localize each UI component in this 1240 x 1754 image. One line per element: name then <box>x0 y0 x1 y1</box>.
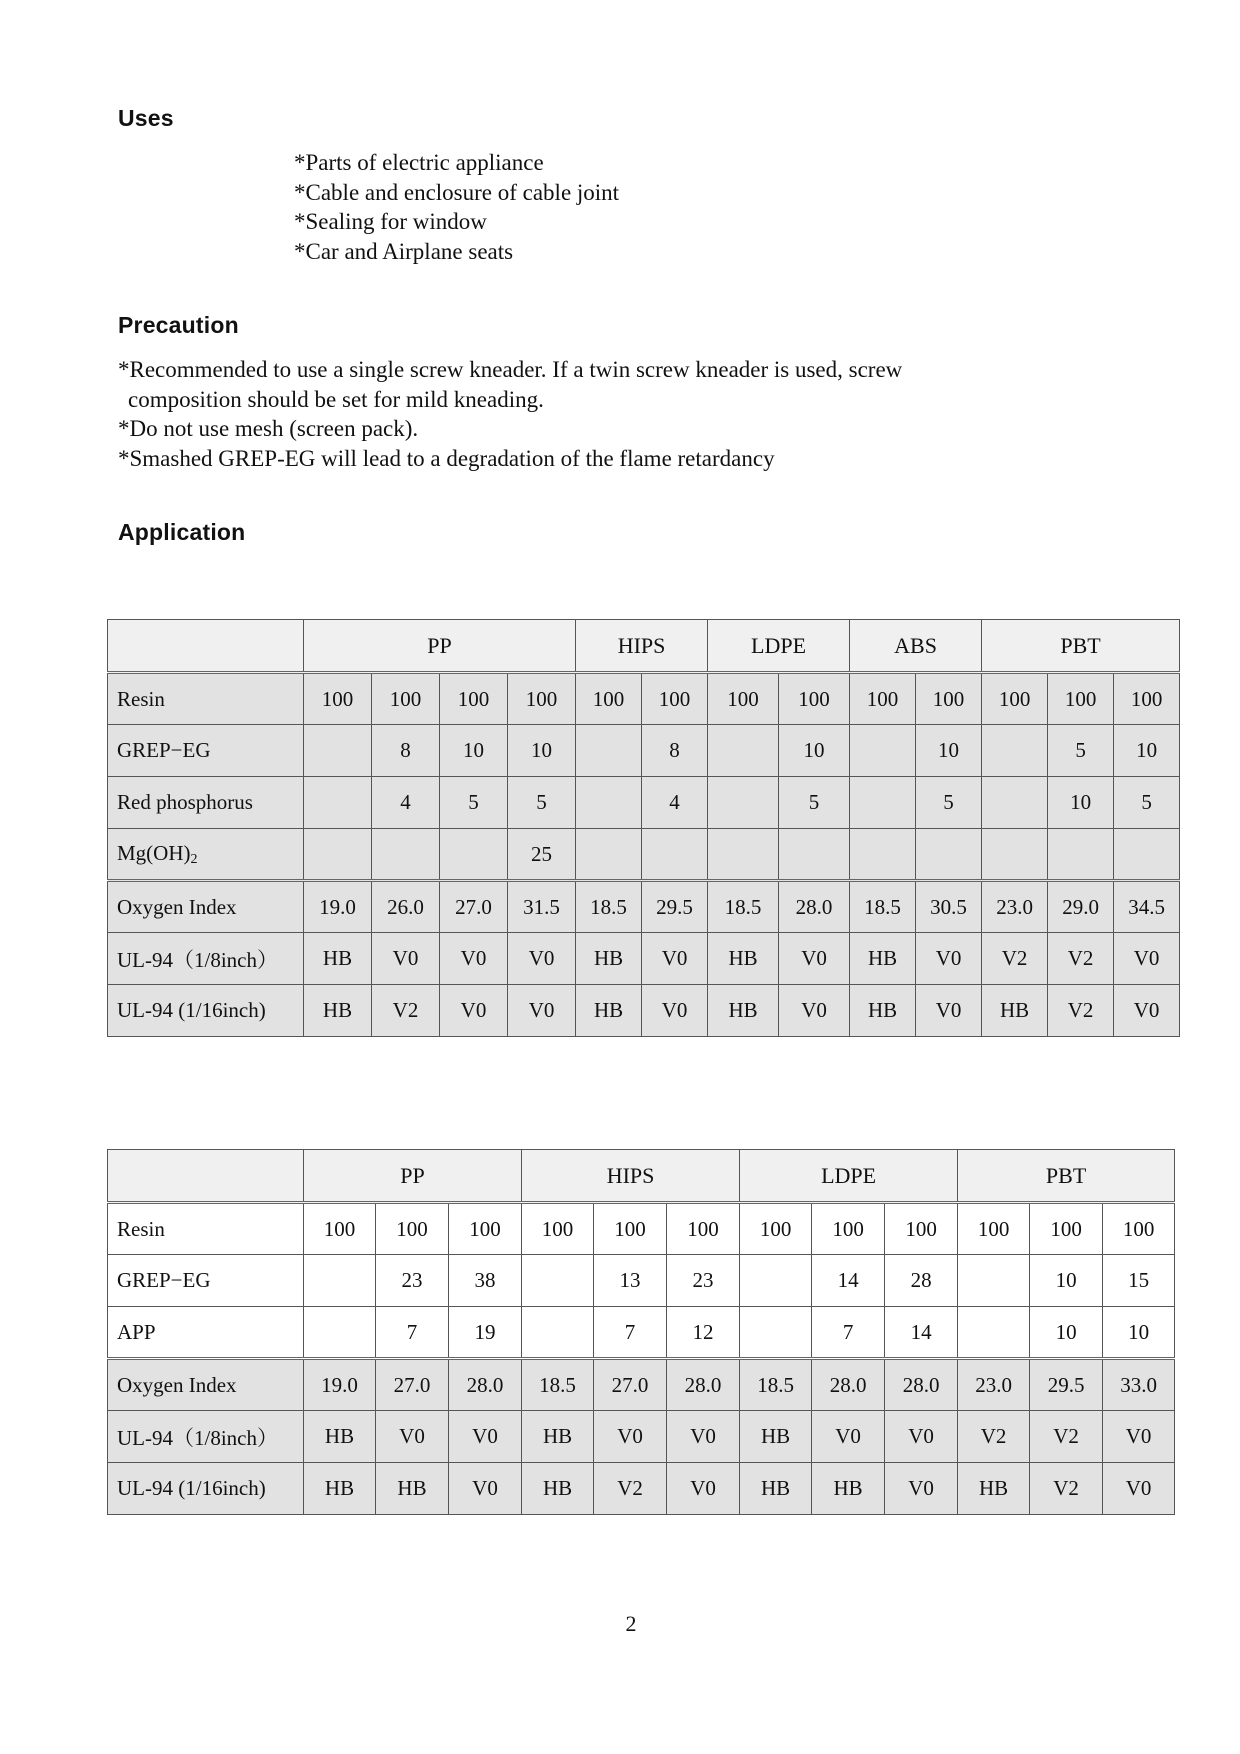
table-row <box>108 725 1180 777</box>
table-cell: HB <box>304 985 372 1037</box>
table-cell: V0 <box>508 933 576 985</box>
table-cell: V0 <box>440 933 508 985</box>
uses-list <box>294 148 619 266</box>
group-header: PBT <box>958 1150 1175 1203</box>
table-cell: 31.5 <box>508 881 576 933</box>
table-cell: 29.5 <box>1030 1359 1103 1411</box>
table-cell: V0 <box>449 1411 522 1463</box>
table-cell: HB <box>576 985 642 1037</box>
table-cell: V0 <box>642 933 708 985</box>
table-cell: 100 <box>779 673 850 725</box>
table-cell: 18.5 <box>576 881 642 933</box>
header-corner-cell <box>108 1150 304 1203</box>
table-cell: HB <box>522 1411 594 1463</box>
table-cell: 27.0 <box>440 881 508 933</box>
table-cell: V0 <box>885 1411 958 1463</box>
table-cell: V0 <box>779 985 850 1037</box>
precaution-item: *Smashed GREP-EG will lead to a degradation of the flame retardancy <box>118 445 775 471</box>
table-cell: 7 <box>376 1307 449 1359</box>
precaution-item-continuation: composition should be set for mild kneading. <box>128 386 544 412</box>
group-header: LDPE <box>708 620 850 673</box>
precaution-item: *Do not use mesh (screen pack). <box>118 416 419 441</box>
table-cell: V0 <box>376 1411 449 1463</box>
table-cell: 38 <box>449 1255 522 1307</box>
uses-item: *Parts of electric appliance <box>294 150 544 175</box>
table-cell: 100 <box>304 673 372 725</box>
table-cell: 28.0 <box>667 1359 740 1411</box>
table-cell: 5 <box>508 777 576 829</box>
table-cell: 100 <box>740 1203 812 1255</box>
precaution-list <box>118 355 902 473</box>
table-cell: 7 <box>594 1307 667 1359</box>
row-label: GREP−EG <box>108 725 304 777</box>
table-cell: 5 <box>440 777 508 829</box>
table-row <box>108 1255 1175 1307</box>
table-cell: 19.0 <box>304 1359 376 1411</box>
table-row <box>108 933 1180 985</box>
table-cell <box>779 829 850 881</box>
table-cell: 4 <box>372 777 440 829</box>
table-cell: V0 <box>812 1411 885 1463</box>
table-row <box>108 1463 1175 1515</box>
table-row <box>108 1359 1175 1411</box>
table-cell: 29.0 <box>1048 881 1114 933</box>
table-cell: 10 <box>779 725 850 777</box>
table-cell <box>982 777 1048 829</box>
table-cell: V0 <box>594 1411 667 1463</box>
table-cell: HB <box>982 985 1048 1037</box>
table-cell: HB <box>740 1411 812 1463</box>
table-cell: HB <box>812 1463 885 1515</box>
table-cell <box>850 725 916 777</box>
table-cell <box>740 1307 812 1359</box>
table-cell <box>304 777 372 829</box>
table-cell: 5 <box>916 777 982 829</box>
table-cell: 100 <box>1114 673 1180 725</box>
table-cell: 100 <box>304 1203 376 1255</box>
row-label: GREP−EG <box>108 1255 304 1307</box>
table-cell <box>708 725 779 777</box>
table-cell <box>740 1255 812 1307</box>
row-label-subscript: 2 <box>190 851 198 867</box>
table-cell <box>372 829 440 881</box>
table-cell <box>642 829 708 881</box>
table-cell: 30.5 <box>916 881 982 933</box>
table-cell: 28.0 <box>779 881 850 933</box>
table-cell: HB <box>376 1463 449 1515</box>
table-cell: 4 <box>642 777 708 829</box>
table-cell: 100 <box>522 1203 594 1255</box>
table-cell: 23 <box>376 1255 449 1307</box>
row-label: UL-94（1/8inch） <box>108 933 304 985</box>
table-cell: HB <box>740 1463 812 1515</box>
application-table-2 <box>107 1149 1175 1515</box>
table-cell: V0 <box>1114 933 1180 985</box>
table-cell: HB <box>708 985 779 1037</box>
uses-item: *Car and Airplane seats <box>294 238 514 264</box>
uses-item: *Sealing for window <box>294 209 487 234</box>
table-cell: 5 <box>1114 777 1180 829</box>
table-cell: 5 <box>1048 725 1114 777</box>
table-row <box>108 985 1180 1037</box>
application-heading: Application <box>118 519 246 545</box>
table-cell <box>1048 829 1114 881</box>
table-cell: 100 <box>449 1203 522 1255</box>
table-cell: 100 <box>376 1203 449 1255</box>
table-cell <box>958 1307 1030 1359</box>
table-cell: 8 <box>642 725 708 777</box>
table-cell: V0 <box>916 933 982 985</box>
table-cell <box>850 777 916 829</box>
table-cell: V0 <box>1103 1463 1175 1515</box>
table-cell: 19.0 <box>304 881 372 933</box>
table-cell: 33.0 <box>1103 1359 1175 1411</box>
table-cell: 23 <box>667 1255 740 1307</box>
table-cell: HB <box>304 933 372 985</box>
table-cell: 10 <box>1030 1255 1103 1307</box>
table-cell: 100 <box>1048 673 1114 725</box>
table-cell: 18.5 <box>708 881 779 933</box>
table-cell: V0 <box>779 933 850 985</box>
table-header-row <box>108 1150 1175 1203</box>
table-cell: 12 <box>667 1307 740 1359</box>
table-cell: 27.0 <box>594 1359 667 1411</box>
table-cell: 100 <box>812 1203 885 1255</box>
row-label: Resin <box>108 673 304 725</box>
table-cell: 5 <box>779 777 850 829</box>
table-cell: 10 <box>1048 777 1114 829</box>
group-header: PBT <box>982 620 1180 673</box>
group-header: PP <box>304 1150 522 1203</box>
table-cell: 100 <box>508 673 576 725</box>
table-row <box>108 673 1180 725</box>
table-cell <box>982 829 1048 881</box>
table-cell: V0 <box>642 985 708 1037</box>
group-header: HIPS <box>522 1150 740 1203</box>
table-cell: V2 <box>1048 985 1114 1037</box>
row-label <box>108 829 304 881</box>
group-header: PP <box>304 620 576 673</box>
table-cell <box>304 829 372 881</box>
table-row <box>108 1411 1175 1463</box>
table-cell: 100 <box>1103 1203 1175 1255</box>
table-cell: 10 <box>1030 1307 1103 1359</box>
table-cell: 27.0 <box>376 1359 449 1411</box>
table-cell: V0 <box>440 985 508 1037</box>
table-cell: 10 <box>508 725 576 777</box>
table-cell: 19 <box>449 1307 522 1359</box>
row-label: Resin <box>108 1203 304 1255</box>
table-cell: 100 <box>642 673 708 725</box>
table-cell: 18.5 <box>522 1359 594 1411</box>
table-cell <box>1114 829 1180 881</box>
row-label: Oxygen Index <box>108 881 304 933</box>
table-cell: 14 <box>885 1307 958 1359</box>
precaution-heading: Precaution <box>118 312 239 338</box>
row-label: APP <box>108 1307 304 1359</box>
table-cell <box>576 725 642 777</box>
table-cell: 7 <box>812 1307 885 1359</box>
page-number: 2 <box>625 1611 637 1636</box>
table-cell <box>440 829 508 881</box>
table-cell: 100 <box>982 673 1048 725</box>
table-row <box>108 1203 1175 1255</box>
table-cell: 10 <box>1103 1307 1175 1359</box>
table-cell <box>522 1307 594 1359</box>
table-cell <box>850 829 916 881</box>
table-cell: 100 <box>667 1203 740 1255</box>
table-cell: 25 <box>508 829 576 881</box>
table-header-row <box>108 620 1180 673</box>
table-cell: 28 <box>885 1255 958 1307</box>
table-cell: V0 <box>1114 985 1180 1037</box>
table-cell <box>304 1307 376 1359</box>
table-cell: 100 <box>958 1203 1030 1255</box>
table-cell: 13 <box>594 1255 667 1307</box>
table-cell: V0 <box>372 933 440 985</box>
table-cell: 18.5 <box>740 1359 812 1411</box>
table-cell: 28.0 <box>885 1359 958 1411</box>
table-cell: 15 <box>1103 1255 1175 1307</box>
precaution-item: *Recommended to use a single screw kneader. If a twin screw kneader is used, screw <box>118 357 903 382</box>
table-cell: V2 <box>1030 1411 1103 1463</box>
table-cell <box>708 829 779 881</box>
table-cell <box>958 1255 1030 1307</box>
table-cell: V0 <box>508 985 576 1037</box>
table-cell <box>916 829 982 881</box>
table-cell: V2 <box>1048 933 1114 985</box>
table-cell: HB <box>850 933 916 985</box>
table-cell: HB <box>304 1411 376 1463</box>
table-cell: 100 <box>708 673 779 725</box>
table-cell: 28.0 <box>812 1359 885 1411</box>
table-cell: 28.0 <box>449 1359 522 1411</box>
uses-heading: Uses <box>118 105 174 131</box>
table-cell: V0 <box>667 1463 740 1515</box>
table-cell: V2 <box>982 933 1048 985</box>
table-cell: V0 <box>885 1463 958 1515</box>
table-row <box>108 881 1180 933</box>
row-label: UL-94 (1/16inch) <box>108 1463 304 1515</box>
table-cell: 29.5 <box>642 881 708 933</box>
table-cell: V0 <box>449 1463 522 1515</box>
table-cell: 100 <box>372 673 440 725</box>
table-cell: 10 <box>916 725 982 777</box>
group-header: ABS <box>850 620 982 673</box>
table-cell <box>522 1255 594 1307</box>
row-label: UL-94 (1/16inch) <box>108 985 304 1037</box>
table-cell: V0 <box>916 985 982 1037</box>
table-cell: HB <box>958 1463 1030 1515</box>
row-label-main: Mg(OH) <box>117 840 191 865</box>
table-cell <box>304 725 372 777</box>
group-header: HIPS <box>576 620 708 673</box>
table-cell: V0 <box>1103 1411 1175 1463</box>
table-cell: V2 <box>594 1463 667 1515</box>
table-cell: 10 <box>440 725 508 777</box>
row-label: Oxygen Index <box>108 1359 304 1411</box>
table-cell: 100 <box>594 1203 667 1255</box>
table-cell: V0 <box>667 1411 740 1463</box>
table-cell: 100 <box>440 673 508 725</box>
table-row <box>108 829 1180 881</box>
table-cell: 8 <box>372 725 440 777</box>
table-cell: 100 <box>885 1203 958 1255</box>
uses-item: *Cable and enclosure of cable joint <box>294 179 620 205</box>
table-cell: 100 <box>576 673 642 725</box>
table-cell: V2 <box>372 985 440 1037</box>
table-row <box>108 777 1180 829</box>
table-cell: V2 <box>958 1411 1030 1463</box>
table-cell <box>576 829 642 881</box>
table-cell: 23.0 <box>982 881 1048 933</box>
row-label: Red phosphorus <box>108 777 304 829</box>
table-cell: HB <box>850 985 916 1037</box>
table-cell: 100 <box>850 673 916 725</box>
table-cell: 100 <box>1030 1203 1103 1255</box>
table-cell: 18.5 <box>850 881 916 933</box>
table-cell <box>982 725 1048 777</box>
table-cell <box>576 777 642 829</box>
table-cell: 34.5 <box>1114 881 1180 933</box>
table-cell: HB <box>708 933 779 985</box>
table-cell: HB <box>522 1463 594 1515</box>
table-cell: HB <box>576 933 642 985</box>
table-cell: 26.0 <box>372 881 440 933</box>
table-cell <box>304 1255 376 1307</box>
application-table-1 <box>107 619 1180 1037</box>
table-cell <box>708 777 779 829</box>
header-corner-cell <box>108 620 304 673</box>
table-row <box>108 1307 1175 1359</box>
group-header: LDPE <box>740 1150 958 1203</box>
table-cell: V2 <box>1030 1463 1103 1515</box>
row-label: UL-94（1/8inch） <box>108 1411 304 1463</box>
table-cell: 23.0 <box>958 1359 1030 1411</box>
table-cell: 100 <box>916 673 982 725</box>
table-cell: 14 <box>812 1255 885 1307</box>
table-cell: 10 <box>1114 725 1180 777</box>
table-cell: HB <box>304 1463 376 1515</box>
